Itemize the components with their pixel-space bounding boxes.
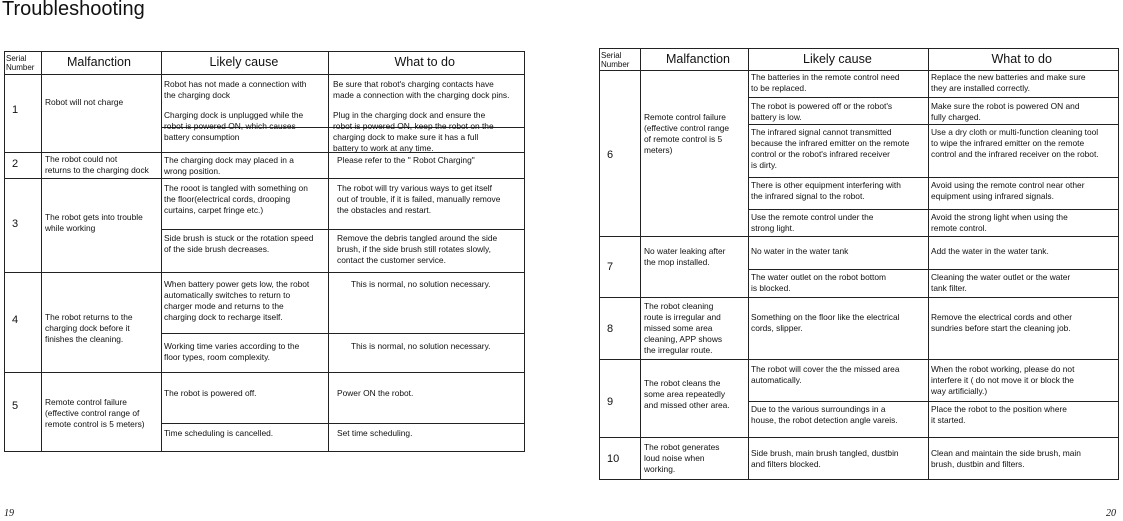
malfunction-text: No water leaking after the mop installed.	[644, 246, 726, 267]
header-divider	[4, 74, 525, 75]
likely-cause-text: Time scheduling is cancelled.	[164, 428, 274, 438]
what-to-do-text: Avoid using the remote control near other equipment using infrared signals.	[931, 180, 1085, 201]
malfunction-text: Robot will not charge	[45, 97, 124, 107]
header-malfunction: Malfanction	[67, 55, 131, 69]
serial-number: 3	[12, 218, 19, 230]
what-to-do-text: This is normal, no solution necessary.	[351, 341, 491, 351]
likely-cause-text: Working time varies according to the floor types, room complexity.	[164, 341, 300, 362]
row-divider	[599, 297, 1119, 298]
serial-number: 1	[12, 104, 19, 116]
what-to-do-text: Power ON the robot.	[337, 388, 414, 398]
likely-cause-text: The robot is powered off or the robot's battery is low.	[751, 101, 893, 122]
header-likely-cause: Likely cause	[803, 52, 872, 66]
likely-cause-text: Use the remote control under the strong light.	[751, 212, 874, 233]
likely-cause-text: When battery power gets low, the robot automatically switches to return to charger mode and returns to the charging dock to recharge itself.	[164, 279, 310, 322]
column-divider	[640, 48, 641, 480]
likely-cause-text: Side brush, main brush tangled, dustbin and filters blocked.	[751, 448, 899, 469]
what-to-do-text: Cleaning the water outlet or the water tank filter.	[931, 272, 1071, 293]
serial-number: 2	[12, 158, 19, 170]
likely-cause-text: The rooot is tangled with something on the floor(electrical cords, drooping curtains, carpet fringe etc.)	[164, 183, 308, 215]
serial-number: 5	[12, 400, 19, 412]
likely-cause-text: Side brush is stuck or the rotation speed of the side brush decreases.	[164, 233, 314, 254]
what-to-do-text: Set time scheduling.	[337, 428, 413, 438]
likely-cause-text: Charging dock is unplugged while the robot is powered ON, which causes battery consumption	[164, 110, 304, 142]
column-divider	[928, 48, 929, 480]
what-to-do-text: Avoid the strong light when using the remote control.	[931, 212, 1068, 233]
page-title: Troubleshooting	[2, 0, 145, 20]
sub-row-divider	[748, 177, 1119, 178]
what-to-do-text: Place the robot to the position where it started.	[931, 404, 1067, 425]
row-divider	[4, 178, 525, 179]
malfunction-text: The robot could not returns to the charging dock	[45, 154, 149, 175]
what-to-do-text: The robot will try various ways to get itself out of trouble, if it is failed, manually remove the obstacles and restart.	[337, 183, 501, 215]
malfunction-text: The robot cleaning route is irregular and missed some area cleaning, APP shows the irregular route.	[644, 301, 723, 355]
column-divider	[328, 51, 329, 452]
what-to-do-text: Remove the electrical cords and other sundries before start the cleaning job.	[931, 312, 1073, 333]
malfunction-text: The robot returns to the charging dock before it finishes the cleaning.	[45, 312, 133, 344]
malfunction-text: Remote control failure (effective control range of remote control is 5 meters)	[644, 112, 730, 155]
what-to-do-text: Be sure that robot's charging contacts have made a connection with the charging dock pins.	[333, 79, 510, 100]
likely-cause-text: The infrared signal cannot transmitted because the infrared emitter on the remote control or the robot's infrared receiver is dirty.	[751, 127, 910, 170]
what-to-do-text: Please refer to the " Robot Charging"	[337, 155, 475, 165]
header-likely-cause: Likely cause	[209, 55, 279, 69]
malfunction-text: Remote control failure (effective control range of remote control is 5 meters)	[45, 397, 145, 429]
likely-cause-text: Something on the floor like the electrical cords, slipper.	[751, 312, 900, 333]
serial-number: 9	[607, 396, 614, 408]
what-to-do-text: Make sure the robot is powered ON and fully charged.	[931, 101, 1080, 122]
header-what-to-do: What to do	[991, 52, 1052, 66]
malfunction-text: The robot gets into trouble while working	[45, 212, 143, 233]
likely-cause-text: The robot will cover the the missed area automatically.	[751, 364, 900, 385]
what-to-do-text: Clean and maintain the side brush, main brush, dustbin and filters.	[931, 448, 1081, 469]
sub-row-divider	[748, 97, 1119, 98]
serial-number: 8	[607, 323, 614, 335]
row-divider	[4, 272, 525, 273]
page-number-left: 19	[4, 508, 14, 519]
what-to-do-text: Add the water in the water tank.	[931, 246, 1049, 256]
header-what-to-do: What to do	[394, 55, 455, 69]
page-number-right: 20	[1106, 508, 1116, 519]
likely-cause-text: Due to the various surroundings in a house, the robot detection angle vareis.	[751, 404, 898, 425]
likely-cause-text: No water in the water tank	[751, 246, 849, 256]
column-divider	[41, 51, 42, 452]
serial-number: 7	[607, 261, 614, 273]
malfunction-text: The robot generates loud noise when working.	[644, 442, 720, 474]
likely-cause-text: The robot is powered off.	[164, 388, 257, 398]
row-divider	[4, 372, 525, 373]
likely-cause-text: There is other equipment interfering with the infrared signal to the robot.	[751, 180, 901, 201]
sub-row-divider	[161, 229, 525, 230]
header-divider	[599, 70, 1119, 71]
header-serial-number: Serial Number	[601, 51, 630, 69]
what-to-do-text: Remove the debris tangled around the side brush, if the side brush still rotates slowly, contact the customer service.	[337, 233, 498, 265]
what-to-do-text: This is normal, no solution necessary.	[351, 279, 491, 289]
sub-row-divider	[748, 209, 1119, 210]
what-to-do-text: Plug in the charging dock and ensure the robot is powered ON, keep the robot on the charging dock to make sure it has a full battery to work at any time.	[333, 110, 494, 153]
malfunction-text: The robot cleans the some area repeatedly and missed other area.	[644, 378, 730, 410]
what-to-do-text: Use a dry cloth or multi-function cleaning tool to wipe the infrared emitter on the remote control and the infrared receiver on the robot.	[931, 127, 1099, 159]
what-to-do-text: When the robot working, please do not interfere it ( do not move it or block the way artificially.)	[931, 364, 1075, 396]
row-divider	[599, 437, 1119, 438]
serial-number: 6	[607, 149, 614, 161]
sub-row-divider	[161, 333, 525, 334]
sub-row-divider	[748, 124, 1119, 125]
likely-cause-text: The charging dock may placed in a wrong position.	[164, 155, 294, 176]
likely-cause-text: Robot has not made a connection with the charging dock	[164, 79, 307, 100]
sub-row-divider	[748, 269, 1119, 270]
what-to-do-text: Replace the new batteries and make sure they are installed correctly.	[931, 72, 1086, 93]
serial-number: 4	[12, 314, 19, 326]
column-divider	[748, 48, 749, 480]
header-serial-number: Serial Number	[6, 54, 35, 72]
likely-cause-text: The batteries in the remote control need to be replaced.	[751, 72, 900, 93]
likely-cause-text: The water outlet on the robot bottom is blocked.	[751, 272, 887, 293]
row-divider	[599, 236, 1119, 237]
row-divider	[599, 359, 1119, 360]
column-divider	[161, 51, 162, 452]
serial-number: 10	[607, 453, 620, 465]
sub-row-divider	[748, 401, 1119, 402]
sub-row-divider	[161, 423, 525, 424]
header-malfunction: Malfanction	[666, 52, 730, 66]
